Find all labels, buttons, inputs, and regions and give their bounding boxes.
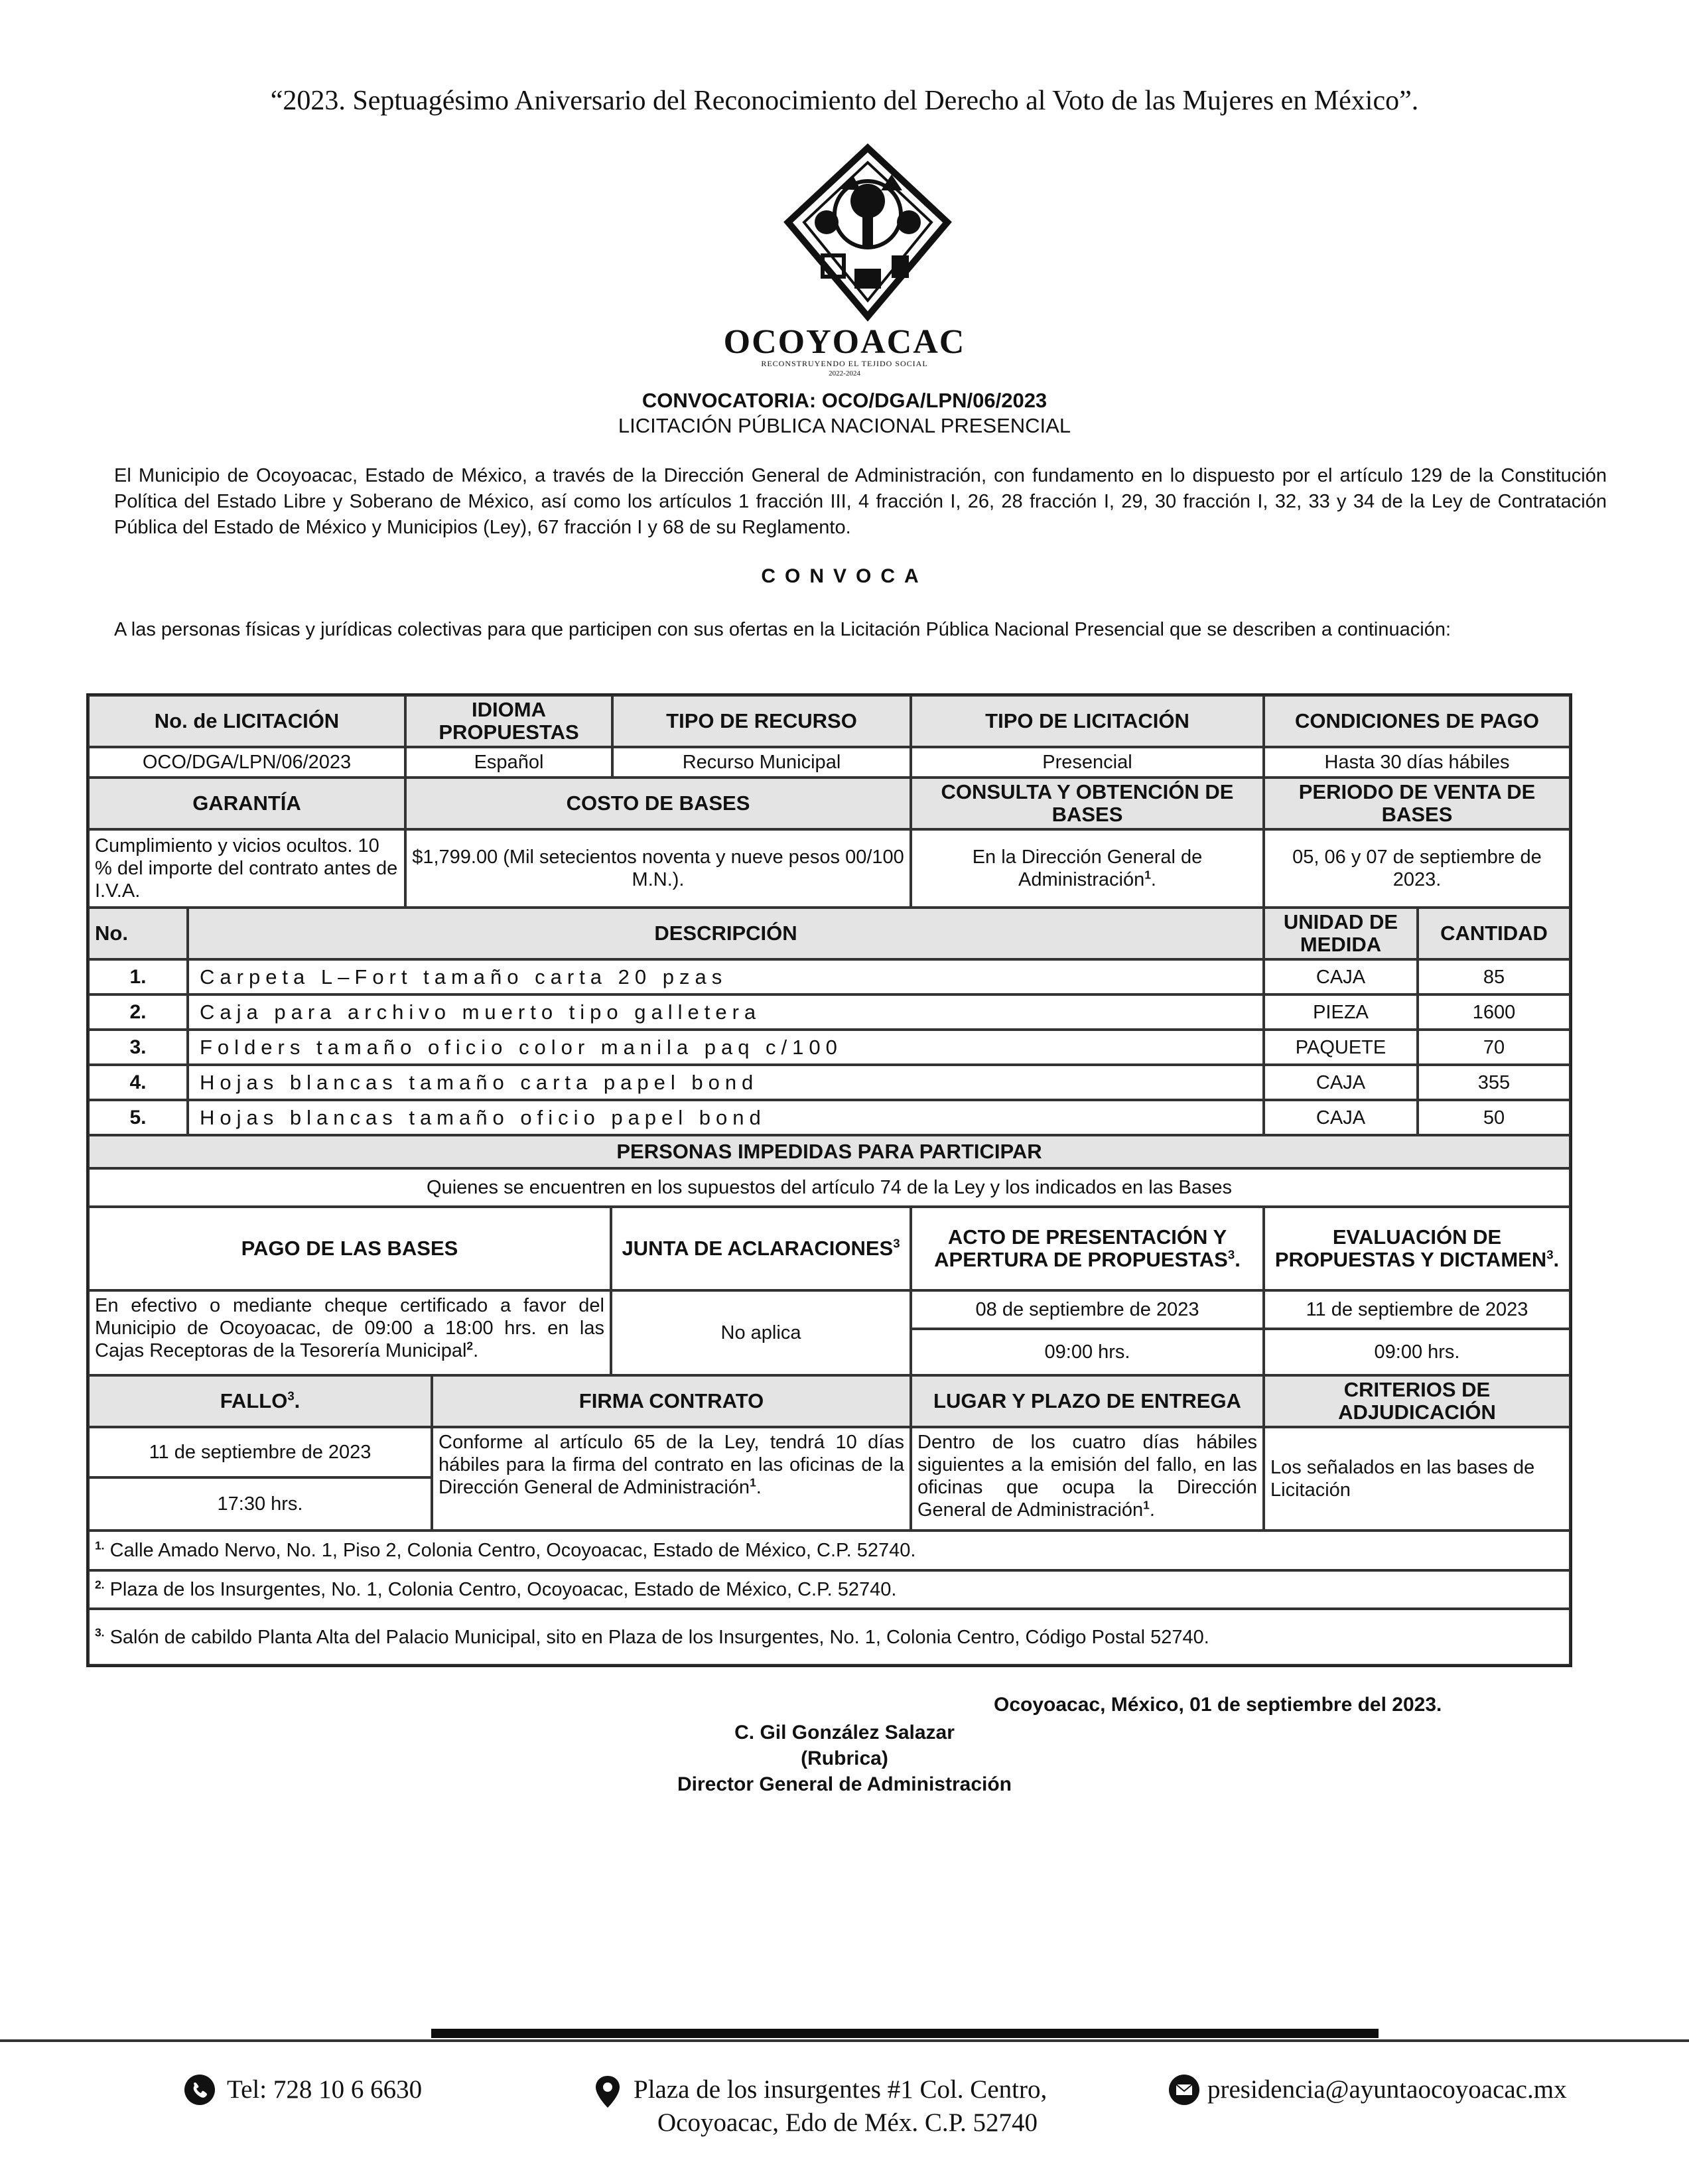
municipal-emblem-logo (775, 143, 961, 322)
email-text[interactable]: presidencia@ayuntaocoyoacac.mx (1207, 2075, 1567, 2104)
criterios-value: Los señalados en las bases de Licitación (1264, 1427, 1570, 1531)
header-condiciones: CONDICIONES DE PAGO (1264, 695, 1570, 747)
consulta-text: En la Dirección General de Administración (972, 847, 1203, 890)
signer-rubrica: (Rubrica) (801, 1747, 888, 1769)
header-junta-text: JUNTA DE ACLARACIONES (622, 1237, 894, 1260)
header-periodo: PERIODO DE VENTA DE BASES (1264, 778, 1570, 829)
header-criterios: CRITERIOS DE ADJUDICACIÓN (1264, 1375, 1570, 1427)
footnote-text: Calle Amado Nervo, No. 1, Piso 2, Colonia Centro, Ocoyoacac, Estado de México, C.P. 52740. (109, 1540, 916, 1561)
licitacion-value: OCO/DGA/LPN/06/2023 (88, 747, 405, 778)
footnote-ref: 1 (750, 1475, 756, 1489)
junta-value: No aplica (611, 1290, 911, 1375)
address-line-1: Plaza de los insurgentes #1 Col. Centro, (634, 2075, 1047, 2104)
licitacion-type-title: LICITACIÓN PÚBLICA NACIONAL PRESENCIAL (618, 414, 1071, 437)
convocatoria-number: CONVOCATORIA: OCO/DGA/LPN/06/2023 (642, 389, 1047, 412)
header-acto: ACTO DE PRESENTACIÓN Y APERTURA DE PROPUESTAS$^3$. (911, 1207, 1264, 1290)
header-consulta: CONSULTA Y OBTENCIÓN DE BASES (911, 778, 1264, 829)
brand-years: 2022-2024 (829, 370, 860, 377)
acto-hora: 09:00 hrs. (911, 1329, 1264, 1375)
firma-value: Conforme al artículo 65 de la Ley, tendrá 10 días hábiles para la firma del contrato en las oficinas de la Dirección General de Administración$^1$. (432, 1427, 911, 1531)
periodo-value: 05, 06 y 07 de septiembre de 2023. (1264, 829, 1570, 908)
header-cantidad: CANTIDAD (1418, 908, 1570, 959)
footnote-row (88, 1570, 1570, 1609)
recurso-value: Recurso Municipal (612, 747, 911, 778)
item-no: 1. (88, 959, 188, 994)
footnote-number: 1. (95, 1538, 105, 1552)
header-tipo-licitacion: TIPO DE LICITACIÓN (911, 695, 1264, 747)
signer-title: Director General de Administración (677, 1773, 1012, 1795)
envelope-icon (1169, 2075, 1199, 2105)
convoca-heading: CONVOCA (761, 565, 928, 587)
licitacion-table (86, 693, 1572, 1667)
phone-icon (184, 2075, 215, 2105)
item-descripcion: Folders tamaño oficio color manila paq c/100 (188, 1030, 1264, 1065)
item-cantidad: 70 (1418, 1030, 1570, 1065)
header-fallo: FALLO$^3$. (88, 1375, 432, 1427)
lugar-value: Dentro de los cuatro días hábiles siguientes a la emisión del fallo, en las oficinas que ocupa la Dirección General de Administración$^1$. (911, 1427, 1264, 1531)
footnote-ref: 3 (893, 1236, 900, 1251)
footnote-text: Plaza de los Insurgentes, No. 1, Colonia Centro, Ocoyoacac, Estado de México, C.P. 52740. (109, 1579, 897, 1600)
header-descripcion: DESCRIPCIÓN (188, 908, 1264, 959)
fallo-hora: 17:30 hrs. (88, 1477, 432, 1531)
phone-text: Tel: 728 10 6 6630 (227, 2075, 423, 2104)
item-unidad: CAJA (1264, 1100, 1418, 1135)
header-junta (611, 1207, 911, 1290)
header-firma: FIRMA CONTRATO (432, 1375, 911, 1427)
footnote-ref: 1 (1144, 868, 1151, 882)
pago-value: En efectivo o mediante cheque certificado a favor del Municipio de Ocoyoacac, de 09:00 a 18:00 hrs. en las Cajas Receptoras de la Tesorería Municipal$^2$. (88, 1290, 611, 1375)
header-lugar: LUGAR Y PLAZO DE ENTREGA (911, 1375, 1264, 1427)
item-unidad: CAJA (1264, 1065, 1418, 1100)
commemorative-motto: “2023. Septuagésimo Aniversario del Reconocimiento del Derecho al Voto de las Mujeres en México”. (270, 86, 1419, 116)
idioma-value: Español (405, 747, 612, 778)
tipo-licitacion-value: Presencial (911, 747, 1264, 778)
impedidas-value: Quienes se encuentren en los supuestos del artículo 74 de la Ley y los indicados en las Bases (88, 1168, 1570, 1207)
header-costo: COSTO DE BASES (405, 778, 911, 829)
footnote-text: Salón de cabildo Planta Alta del Palacio Municipal, sito en Plaza de los Insurgentes, No. 1, Colonia Centro, Código Postal 52740. (109, 1626, 1209, 1648)
fallo-fecha: 11 de septiembre de 2023 (88, 1427, 432, 1477)
footnote-row (88, 1609, 1570, 1665)
item-no: 4. (88, 1065, 188, 1100)
footer-divider-thin (0, 2039, 1689, 2042)
item-cantidad: 355 (1418, 1065, 1570, 1100)
footer-address (592, 2073, 1047, 2140)
signature-block (0, 1720, 1689, 1797)
item-cantidad: 50 (1418, 1100, 1570, 1135)
footnote-number: 3. (95, 1625, 105, 1639)
footer-email (1169, 2073, 1567, 2106)
item-descripcion: Carpeta L–Fort tamaño carta 20 pzas (188, 959, 1264, 994)
footer-divider-thick (431, 2029, 1379, 2038)
item-cantidad: 1600 (1418, 994, 1570, 1030)
header-no: No. (88, 908, 188, 959)
item-descripcion: Caja para archivo muerto tipo galletera (188, 994, 1264, 1030)
evaluacion-fecha: 11 de septiembre de 2023 (1264, 1290, 1570, 1329)
header-pago: PAGO DE LAS BASES (88, 1207, 611, 1290)
consulta-value: En la Dirección General de Administración$^1$. (911, 829, 1264, 908)
footnote-ref: 1 (1143, 1498, 1150, 1512)
footer-phone (184, 2073, 422, 2106)
costo-value: $1,799.00 (Mil setecientos noventa y nueve pesos 00/100 M.N.). (405, 829, 911, 908)
footnote-ref: 3 (287, 1389, 295, 1403)
item-unidad: CAJA (1264, 959, 1418, 994)
footnote-row (88, 1531, 1570, 1570)
item-cantidad: 85 (1418, 959, 1570, 994)
address-line-2: Ocoyoacac, Edo de Méx. C.P. 52740 (657, 2108, 1038, 2137)
item-unidad: PAQUETE (1264, 1030, 1418, 1065)
header-impedidas: PERSONAS IMPEDIDAS PARA PARTICIPAR (88, 1135, 1570, 1168)
item-descripcion: Hojas blancas tamaño oficio papel bond (188, 1100, 1264, 1135)
header-unidad: UNIDAD DE MEDIDA (1264, 908, 1418, 959)
pago-text: En efectivo o mediante cheque certificado a favor del Municipio de Ocoyoacac, de 09:00 a 18:00 hrs. en las Cajas Receptoras de la Tesorería Municipal (95, 1295, 604, 1361)
header-garantia: GARANTÍA (88, 778, 405, 829)
item-no: 5. (88, 1100, 188, 1135)
header-licitacion: No. de LICITACIÓN (88, 695, 405, 747)
acto-fecha: 08 de septiembre de 2023 (911, 1290, 1264, 1329)
firma-text: Conforme al artículo 65 de la Ley, tendrá 10 días hábiles para la firma del contrato en las oficinas de la Dirección General de Administración (439, 1432, 904, 1498)
footnote-number: 2. (95, 1578, 105, 1592)
item-unidad: PIEZA (1264, 994, 1418, 1030)
intro-paragraph: El Municipio de Ocoyoacac, Estado de México, a través de la Dirección General de Administración, con fundamento en lo dispuesto por el artículo 129 de la Constitución Política del Estado Libre y Soberano de México, así como los artículos 1 fracción III, 4 fracción I, 26, 28 fracción I, 29, 30 fracción I, 32, 33 y 34 de la Ley de Contratación Pública del Estado de México y Municipios (Ley), 67 fracción I y 68 de su Reglamento. (114, 465, 1607, 538)
header-acto-text: ACTO DE PRESENTACIÓN Y APERTURA DE PROPUESTAS (934, 1225, 1228, 1271)
footnote-ref: 3 (1546, 1247, 1554, 1262)
header-evaluacion-text: EVALUACIÓN DE PROPUESTAS Y DICTAMEN (1274, 1225, 1547, 1271)
item-no: 3. (88, 1030, 188, 1065)
invitation-paragraph: A las personas físicas y jurídicas colectivas para que participen con sus ofertas en la Licitación Pública Nacional Presencial que se describen a continuación: (114, 619, 1452, 640)
header-fallo-text: FALLO (220, 1389, 288, 1412)
signer-name: C. Gil González Salazar (734, 1722, 955, 1743)
brand-tagline: RECONSTRUYENDO EL TEJIDO SOCIAL (761, 359, 928, 368)
header-idioma: IDIOMA PROPUESTAS (405, 695, 612, 747)
condiciones-value: Hasta 30 días hábiles (1264, 747, 1570, 778)
location-pin-icon (592, 2075, 623, 2109)
header-recurso: TIPO DE RECURSO (612, 695, 911, 747)
header-evaluacion: EVALUACIÓN DE PROPUESTAS Y DICTAMEN$^3$. (1264, 1207, 1570, 1290)
garantia-value: Cumplimiento y vicios ocultos. 10 % del importe del contrato antes de I.V.A. (88, 829, 405, 908)
evaluacion-hora: 09:00 hrs. (1264, 1329, 1570, 1375)
footnote-ref: 2 (466, 1339, 474, 1353)
footnote-ref: 3 (1227, 1247, 1235, 1262)
place-and-date: Ocoyoacac, México, 01 de septiembre del 2023. (994, 1694, 1442, 1716)
item-no: 2. (88, 994, 188, 1030)
item-descripcion: Hojas blancas tamaño carta papel bond (188, 1065, 1264, 1100)
lugar-text: Dentro de los cuatro días hábiles siguientes a la emisión del fallo, en las oficinas que ocupa la Dirección General de Administración (917, 1432, 1257, 1521)
brand-name: OCOYOACAC (723, 323, 966, 361)
